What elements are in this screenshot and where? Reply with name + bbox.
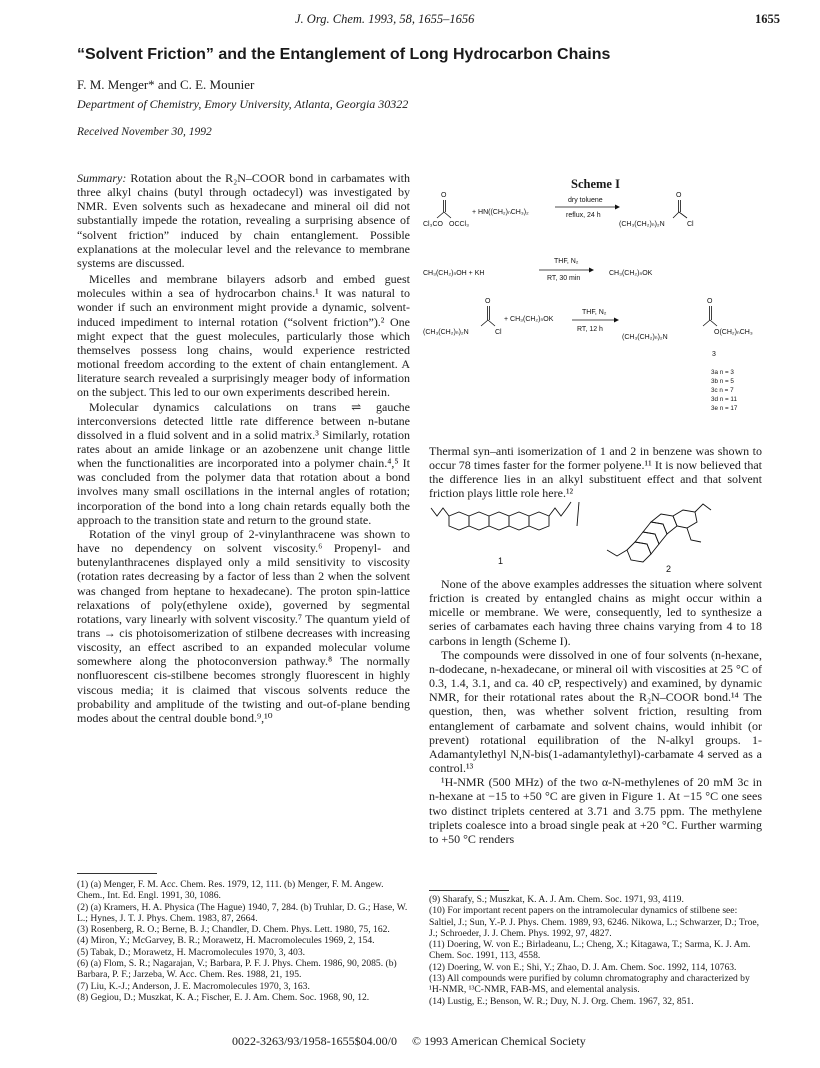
structure-label: 2	[666, 564, 672, 574]
scheme-title: Scheme I	[571, 177, 620, 191]
left-column	[77, 171, 410, 725]
reaction-1	[423, 192, 694, 228]
footnote: (1) (a) Menger, F. M. Acc. Chem. Res. 1979, 12, 111. (b) Menger, F. M. Angew. Chem., Int. Ed. Engl. 1991, 30, 1086.	[77, 879, 384, 902]
condition-top: THF, N₂	[554, 258, 579, 265]
footnote: (3) Rosenberg, R. O.; Berne, B. J.; Chandler, D. Chem. Phys. Lett. 1980, 75, 162.	[77, 924, 390, 936]
body-paragraph: None of the above examples addresses the situation where solvent friction is created by entangled chains as might occur within a micelle or membrane. We were, consequently, led to synthesize a series of carbamates each having three chains varying from 4 to 18 carbons in length (Scheme I).	[429, 577, 762, 648]
product-label: (CH₃(CH₂)ₙ)₂N	[619, 221, 665, 228]
reactant-label: OCCl₃	[449, 221, 469, 228]
compound-number: 3	[712, 351, 716, 358]
product-label: (CH₃(CH₂)ₙ)₂N	[622, 334, 668, 341]
right-column-body	[429, 577, 762, 846]
condition-bottom: RT, 30 min	[547, 275, 581, 282]
body-paragraph: Rotation of the vinyl group of 2-vinylanthracene was shown to have no dependency on solvent viscosity.⁶ Propenyl- and butenylanthracenes displayed only a mild sensitivity to viscosity (rotation rates decreasing by a factor of less than 2 when the solvent was changed from heptane to hexadecane). The proton spin-lattice relaxations of poly(ethylene oxide), governed by segmental rotations, vary linearly with solvent viscosity.⁷ The quantum yield of trans → cis photoisomerization of stilbene decreases with increasing viscosity, an effect ascribed to an expanded molecular volume somewhere along the photoconversion pathway.⁸ The normally nonfluorescent cis-stilbene becomes strongly fluorescent in highly viscous media; it is claimed that viscous solvents reduce the probability and amplitude of the twisting and out-of-plane bending modes about the central double bond.⁹,¹⁰	[77, 526, 410, 725]
structures-1-2	[429, 498, 762, 576]
condition-top: THF, N₂	[582, 309, 607, 316]
product-label: CH₃(CH₂)ₙOK	[609, 270, 653, 277]
summary-text: Rotation about the R₂N–COOR bond in carbamates with three alkyl chains (butyl through octadecyl) was investigated by NMR. Even solvents such as hexadecane and mineral oil did not substantially impede the rotation, revealing a surprising absence of “solvent friction” induced by chain entanglement. Possible explanations at the molecular level and the relevance to membrane systems are discussed.	[77, 171, 410, 270]
footnote: (6) (a) Flom, S. R.; Nagarajan, V.; Barbara, P. F. J. Phys. Chem. 1986, 90, 2085. (b) Barbara, P. F.; Jarzeba, W. Acc. Chem. Res. 1988, 21, 195.	[77, 958, 397, 981]
reactant-label: Cl₃CO	[423, 221, 443, 228]
body-paragraph: Thermal syn–anti isomerization of 1 and 2 in benzene was shown to occur 78 times faster for the former polyene.¹¹ It is now believed that the difference lies in an alkyl substituent effect and that solvent friction plays little role here.¹²	[429, 444, 762, 501]
footnote-rule	[77, 873, 157, 874]
summary	[77, 171, 410, 270]
page-number: 1655	[755, 12, 780, 26]
body-paragraph: Micelles and membrane bilayers adsorb and embed guest molecules within a sea of hydrocarbon chains.¹ It was natural to wonder if such an environment might provide a dynamic, solvent-induced impediment to internal rotation (“solvent friction”).² One might expect that the guest molecules, particularly those which themselves possess long chains, would experience restricted motional freedom according to the extent of chain entanglement. A literature search revealed a surprisingly meager body of information on the subject. This led to our own experiments described herein.	[77, 272, 410, 400]
footnote: (10) For important recent papers on the intramolecular dynamics of stilbene see: Saltiel, J.; Sun, Y.-P. J. Phys. Chem. 1989, 93, 6246. Nikowa, L.; Schwarzer, D.; Troe, J.; Schroeder, J. J. Chem. Phys. 1992, 97, 4827.	[429, 905, 760, 939]
carbonyl-o: O	[707, 298, 713, 305]
product-label: Cl	[687, 221, 694, 228]
footnote: (7) Liu, K.-J.; Anderson, J. E. Macromolecules 1970, 3, 163.	[77, 980, 310, 992]
condition-bottom: RT, 12 h	[577, 326, 603, 333]
structure-label: 1	[498, 556, 504, 566]
reactant-label: CH₃(CH₂)ₙOH + KH	[423, 270, 485, 277]
footnote: (4) Miron, Y.; McGarvey, B. R.; Morawetz, H. Macromolecules 1969, 2, 154.	[77, 935, 375, 947]
article-title: “Solvent Friction” and the Entanglement of Long Hydrocarbon Chains	[77, 46, 611, 63]
authors: F. M. Menger* and C. E. Mounier	[77, 77, 255, 92]
footnote: (9) Sharafy, S.; Muszkat, K. A. J. Am. Chem. Soc. 1971, 93, 4119.	[429, 894, 684, 905]
condition-top: dry toluene	[568, 197, 603, 204]
footnote: (14) Lustig, E.; Benson, W. R.; Duy, N. J. Org. Chem. 1967, 32, 851.	[429, 995, 694, 1007]
carbonyl-o: O	[676, 192, 682, 199]
right-footnotes	[429, 894, 762, 1007]
affiliation: Department of Chemistry, Emory University, Atlanta, Georgia 30322	[77, 97, 409, 111]
compound-series	[711, 369, 738, 412]
structure-2-polyene	[607, 504, 711, 562]
footnote: (13) All compounds were purified by column chromatography and characterized by ¹H-NMR, ¹³C-NMR, FAB-MS, and elemental analysis.	[429, 973, 750, 996]
carbonyl-o: O	[485, 298, 491, 305]
footnote: (5) Tabak, D.; Morawetz, H. Macromolecules 1970, 3, 403.	[77, 946, 306, 958]
footnote-rule	[429, 890, 509, 891]
reagent-label: + HN((CH₂)ₙCH₃)₂	[472, 209, 529, 216]
received-date: Received November 30, 1992	[77, 126, 212, 138]
reagent-label: + CH₃(CH₂)ₙOK	[504, 316, 554, 323]
reactant-label: (CH₃(CH₂)ₙ)₂N	[423, 329, 469, 336]
reactant-label: Cl	[495, 329, 502, 336]
footnote: (11) Doering, W. von E.; Birladeanu, L.; Cheng, X.; Kitagawa, T.; Sarma, K. J. Am. Chem. Soc. 1991, 113, 4558.	[429, 939, 751, 962]
left-footnotes	[77, 879, 410, 1003]
running-header-journal: J. Org. Chem. 1993, 58, 1655–1656	[295, 12, 475, 26]
footnote: (12) Doering, W. von E.; Shi, Y.; Zhao, D. J. Am. Chem. Soc. 1992, 114, 10763.	[429, 961, 737, 973]
carbonyl-o: O	[441, 192, 447, 199]
reaction-2	[423, 258, 653, 282]
condition-bottom: reflux, 24 h	[566, 212, 601, 219]
series-entry: 3d n = 11	[711, 396, 737, 403]
copyright: © 1993 American Chemical Society	[412, 1034, 586, 1048]
body-paragraph: Molecular dynamics calculations on trans ⇌ gauche interconversions detected little rate difference between n-butane dissolved in a fluid solvent and in a solid matrix.³ Similarly, rotation rates about an amide linkage or an azobenzene unit change little when the functionalities are incorporated into a polymer chain.⁴,⁵ It was concluded from the polymer data that rotation about a bond involves many small oscillations in the internal angles of rotation; incorporation of the bond into a long chain retards equally both the approach to the transition state and return to the ground state.	[77, 399, 410, 527]
product-label: O(CH₂)ₙCH₃	[714, 329, 753, 336]
scheme-diagram	[423, 190, 762, 440]
footnote: (8) Gegiou, D.; Muszkat, K. A.; Fischer, E. J. Am. Chem. Soc. 1968, 90, 12.	[77, 991, 370, 1003]
body-paragraph: ¹H-NMR (500 MHz) of the two α-N-methylenes of 20 mM 3c in n-hexane at −15 to +50 °C are given in Figure 1. At −15 °C one sees two distinct triplets centered at 3.71 and 3.75 ppm. The methylene triplets coalesce into a broad single peak at +20 °C. Further warming to +50 °C renders	[429, 775, 762, 846]
series-entry: 3b n = 5	[711, 378, 734, 385]
summary-label: Summary:	[77, 171, 127, 185]
series-entry: 3a n = 3	[711, 369, 734, 376]
right-column-top	[429, 444, 762, 501]
reaction-3	[423, 298, 753, 358]
issn-line: 0022-3263/93/1958-1655$04.00/0	[232, 1034, 397, 1048]
series-entry: 3c n = 7	[711, 387, 734, 394]
body-paragraph: The compounds were dissolved in one of four solvents (n-hexane, n-dodecane, n-hexadecane, or mineral oil with viscosities at 25 °C of 0.3, 1.4, 3.1, and ca. 40 cP, respectively) and examined, by dynamic NMR, for their rotational rates about the R₂N–COOR bond.¹⁴ The question, then, was whether solvent friction, resulting from entanglement of carbamate and solvent chains, would inhibit (or prevent) rotational equilibration of the N-alkyl groups. 1-Adamantylethyl N,N-bis(1-adamantylethyl)-carbamate 4 served as a control.¹³	[429, 647, 762, 776]
structure-1-polyene	[431, 502, 579, 530]
footnote: (2) (a) Kramers, H. A. Physica (The Hague) 1940, 7, 284. (b) Truhlar, D. G.; Hase, W. L.; Hynes, J. T. J. Phys. Chem. 1983, 87, 2664.	[77, 901, 408, 924]
series-entry: 3e n = 17	[711, 405, 738, 412]
